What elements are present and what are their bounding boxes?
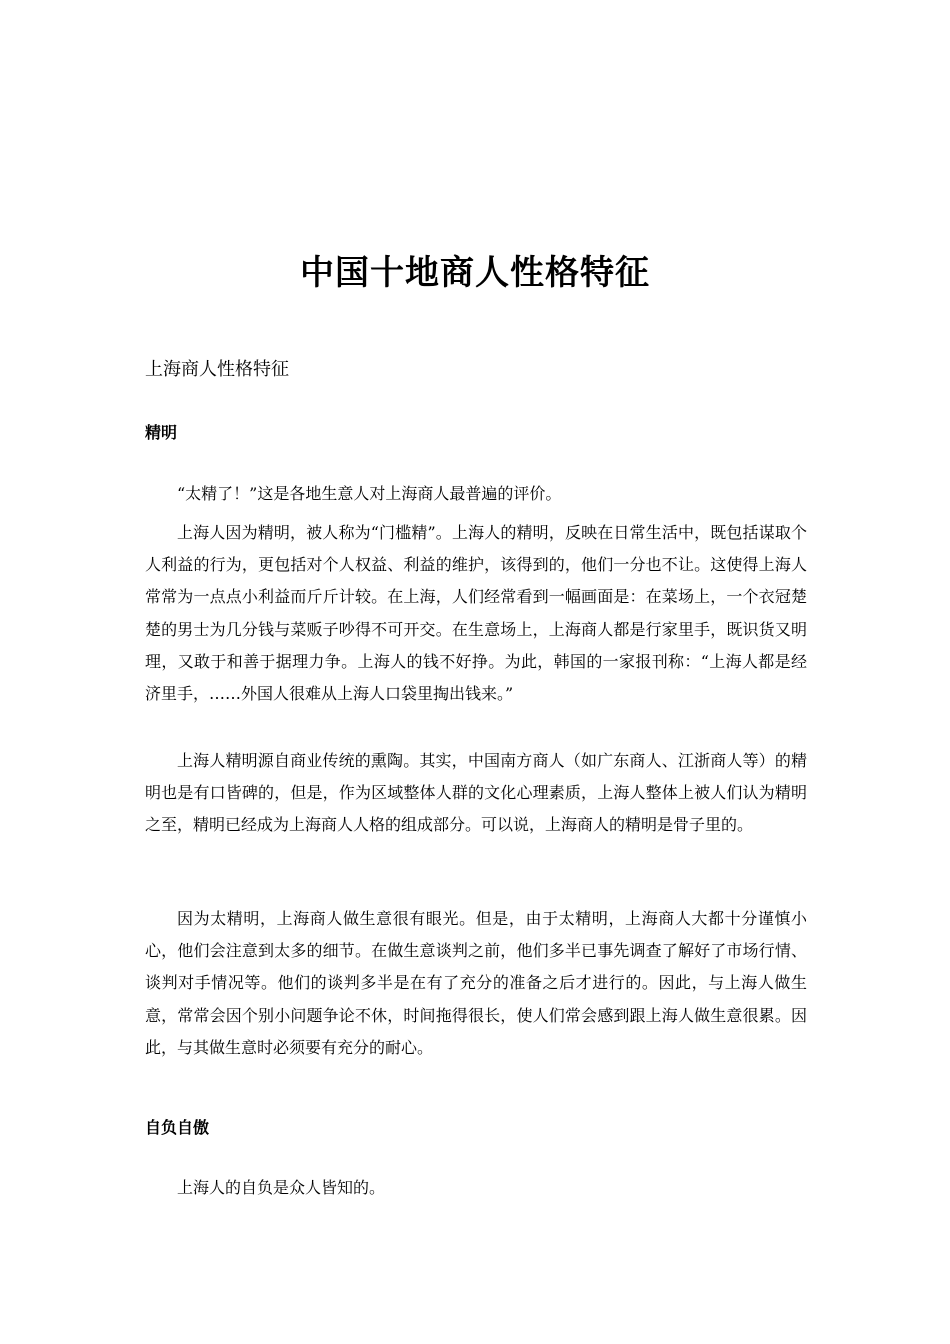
document-title: 中国十地商人性格特征 xyxy=(300,253,650,293)
subheading-jingming: 精明 xyxy=(145,423,178,442)
subheading-zifu-ziao: 自负自傲 xyxy=(145,1118,210,1137)
paragraph: 上海人精明源自商业传统的熏陶。其实，中国南方商人（如广东商人、江浙商人等）的精明也是有口皆碑的，但是，作为区域整体人群的文化心理素质，上海人整体上被人们认为精明之至，精明已经成为上海商人人格的组成部分。可以说，上海商人的精明是骨子里的。 xyxy=(145,751,807,835)
paragraph: “太精了！”这是各地生意人对上海商人最普遍的评价。 xyxy=(177,484,562,503)
paragraph: 上海人因为精明，被人称为“门槛精”。上海人的精明，反映在日常生活中，既包括谋取个人利益的行为，更包括对个人权益、利益的维护，该得到的，他们一分也不让。这使得上海人常常为一点点小利益而斤斤计较。在上海，人们经常看到一幅画面是：在菜场上，一个衣冠楚楚的男士为几分钱与菜贩子吵得不可开交。在生意场上，上海商人都是行家里手，既识货又明理，又敢于和善于据理力争。上海人的钱不好挣。为此，韩国的一家报刊称：“上海人都是经济里手，……外国人很难从上海人口袋里掏出钱来。” xyxy=(145,523,807,704)
section-heading: 上海商人性格特征 xyxy=(145,359,289,380)
paragraph: 因为太精明，上海商人做生意很有眼光。但是，由于太精明，上海商人大都十分谨慎小心，他们会注意到太多的细节。在做生意谈判之前，他们多半已事先调查了解好了市场行情、谈判对手情况等。他们的谈判多半是在有了充分的准备之后才进行的。因此，与上海人做生意，常常会因个别小问题争论不休，时间拖得很长，使人们常会感到跟上海人做生意很累。因此，与其做生意时必须要有充分的耐心。 xyxy=(145,909,807,1057)
paragraph: 上海人的自负是众人皆知的。 xyxy=(177,1178,386,1197)
